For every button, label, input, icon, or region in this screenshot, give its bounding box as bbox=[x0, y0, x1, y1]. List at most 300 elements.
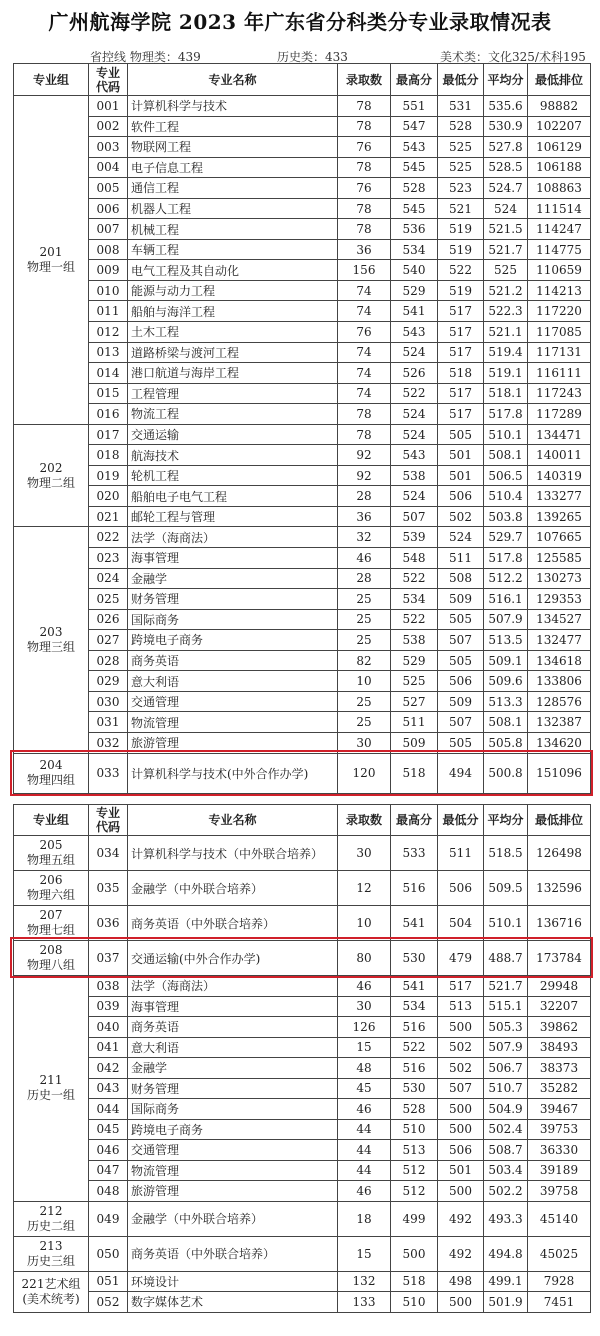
major-count: 30 bbox=[338, 996, 391, 1017]
header-row bbox=[14, 805, 591, 836]
major-count: 36 bbox=[338, 239, 391, 260]
table-row bbox=[14, 527, 591, 548]
table-row bbox=[14, 691, 591, 712]
major-name: 计算机科学与技术（中外联合培养） bbox=[128, 836, 338, 871]
table-row bbox=[14, 976, 591, 997]
major-max: 500 bbox=[391, 1236, 438, 1271]
major-name: 船舶与海洋工程 bbox=[128, 301, 338, 322]
group-cell bbox=[14, 941, 89, 976]
table-row bbox=[14, 363, 591, 384]
major-code: 050 bbox=[89, 1236, 128, 1271]
major-max: 533 bbox=[391, 836, 438, 871]
group-cell bbox=[14, 976, 89, 1202]
major-name: 港口航道与海岸工程 bbox=[128, 363, 338, 384]
major-max: 528 bbox=[391, 178, 438, 199]
major-rank: 39189 bbox=[528, 1160, 591, 1181]
major-code: 005 bbox=[89, 178, 128, 199]
major-rank: 140011 bbox=[528, 445, 591, 466]
table-row bbox=[14, 836, 591, 871]
major-name: 交通运输 bbox=[128, 424, 338, 445]
major-max: 538 bbox=[391, 465, 438, 486]
major-min: 519 bbox=[438, 219, 484, 240]
table-row bbox=[14, 1160, 591, 1181]
major-code: 037 bbox=[89, 941, 128, 976]
major-min: 509 bbox=[438, 589, 484, 610]
table-row bbox=[14, 996, 591, 1017]
major-avg: 518.1 bbox=[484, 383, 528, 404]
major-rank: 38373 bbox=[528, 1058, 591, 1079]
major-avg: 509.6 bbox=[484, 671, 528, 692]
major-count: 25 bbox=[338, 712, 391, 733]
major-name: 法学（海商法） bbox=[128, 527, 338, 548]
major-avg: 517.8 bbox=[484, 548, 528, 569]
table-row bbox=[14, 96, 591, 117]
major-avg: 521.2 bbox=[484, 280, 528, 301]
column-header: 平均分 bbox=[484, 64, 528, 96]
major-code: 010 bbox=[89, 280, 128, 301]
major-code: 001 bbox=[89, 96, 128, 117]
major-name: 跨境电子商务 bbox=[128, 1119, 338, 1140]
major-code: 015 bbox=[89, 383, 128, 404]
major-rank: 136716 bbox=[528, 906, 591, 941]
table-row bbox=[14, 753, 591, 793]
group-code: 203 bbox=[39, 624, 63, 639]
table-row bbox=[14, 1201, 591, 1236]
major-avg: 508.1 bbox=[484, 445, 528, 466]
major-rank: 45140 bbox=[528, 1201, 591, 1236]
major-name: 跨境电子商务 bbox=[128, 630, 338, 651]
major-code: 008 bbox=[89, 239, 128, 260]
major-name: 机械工程 bbox=[128, 219, 338, 240]
major-avg: 507.9 bbox=[484, 609, 528, 630]
major-rank: 7451 bbox=[528, 1292, 591, 1313]
major-avg: 521.5 bbox=[484, 219, 528, 240]
major-avg: 525 bbox=[484, 260, 528, 281]
major-count: 76 bbox=[338, 322, 391, 343]
major-rank: 126498 bbox=[528, 836, 591, 871]
major-rank: 106129 bbox=[528, 137, 591, 158]
major-min: 500 bbox=[438, 1119, 484, 1140]
major-min: 517 bbox=[438, 404, 484, 425]
major-min: 525 bbox=[438, 157, 484, 178]
major-count: 78 bbox=[338, 219, 391, 240]
major-rank: 45025 bbox=[528, 1236, 591, 1271]
major-code: 048 bbox=[89, 1181, 128, 1202]
major-avg: 501.9 bbox=[484, 1292, 528, 1313]
major-max: 543 bbox=[391, 137, 438, 158]
table-row bbox=[14, 906, 591, 941]
major-code: 026 bbox=[89, 609, 128, 630]
major-max: 507 bbox=[391, 506, 438, 527]
major-rank: 110659 bbox=[528, 260, 591, 281]
table-row bbox=[14, 137, 591, 158]
table-row bbox=[14, 178, 591, 199]
major-name: 车辆工程 bbox=[128, 239, 338, 260]
major-rank: 129353 bbox=[528, 589, 591, 610]
major-code: 016 bbox=[89, 404, 128, 425]
major-rank: 134527 bbox=[528, 609, 591, 630]
major-count: 28 bbox=[338, 568, 391, 589]
major-max: 518 bbox=[391, 1271, 438, 1292]
group-code: 221艺术组 bbox=[21, 1276, 81, 1291]
major-avg: 494.8 bbox=[484, 1236, 528, 1271]
major-count: 78 bbox=[338, 404, 391, 425]
major-max: 524 bbox=[391, 486, 438, 507]
group-cell bbox=[14, 424, 89, 527]
table-row bbox=[14, 1099, 591, 1120]
major-max: 526 bbox=[391, 363, 438, 384]
major-min: 509 bbox=[438, 691, 484, 712]
group-cell bbox=[14, 96, 89, 425]
major-max: 530 bbox=[391, 1078, 438, 1099]
table-row bbox=[14, 548, 591, 569]
major-code: 027 bbox=[89, 630, 128, 651]
major-name: 电子信息工程 bbox=[128, 157, 338, 178]
major-avg: 530.9 bbox=[484, 116, 528, 137]
major-rank: 39753 bbox=[528, 1119, 591, 1140]
major-code: 047 bbox=[89, 1160, 128, 1181]
major-max: 534 bbox=[391, 239, 438, 260]
major-count: 78 bbox=[338, 116, 391, 137]
major-code: 018 bbox=[89, 445, 128, 466]
major-rank: 133277 bbox=[528, 486, 591, 507]
major-count: 46 bbox=[338, 548, 391, 569]
major-rank: 140319 bbox=[528, 465, 591, 486]
column-header: 最低排位 bbox=[528, 64, 591, 96]
major-max: 499 bbox=[391, 1201, 438, 1236]
major-code: 030 bbox=[89, 691, 128, 712]
major-avg: 524.7 bbox=[484, 178, 528, 199]
group-code: 212 bbox=[39, 1203, 63, 1218]
major-rank: 151096 bbox=[528, 753, 591, 793]
table-row bbox=[14, 609, 591, 630]
major-count: 78 bbox=[338, 424, 391, 445]
major-avg: 508.7 bbox=[484, 1140, 528, 1161]
major-rank: 39467 bbox=[528, 1099, 591, 1120]
major-max: 524 bbox=[391, 342, 438, 363]
major-min: 518 bbox=[438, 363, 484, 384]
major-min: 505 bbox=[438, 424, 484, 445]
major-count: 46 bbox=[338, 1099, 391, 1120]
major-name: 国际商务 bbox=[128, 609, 338, 630]
major-name: 交通管理 bbox=[128, 1140, 338, 1161]
major-code: 012 bbox=[89, 322, 128, 343]
group-name: 历史二组 bbox=[26, 1218, 75, 1233]
major-count: 10 bbox=[338, 906, 391, 941]
major-rank: 130273 bbox=[528, 568, 591, 589]
major-rank: 125585 bbox=[528, 548, 591, 569]
major-rank: 35282 bbox=[528, 1078, 591, 1099]
major-count: 12 bbox=[338, 871, 391, 906]
major-count: 45 bbox=[338, 1078, 391, 1099]
admission-table-1 bbox=[13, 63, 591, 794]
group-code: 211 bbox=[39, 1073, 63, 1088]
major-count: 76 bbox=[338, 178, 391, 199]
group-code: 208 bbox=[39, 943, 63, 957]
major-max: 543 bbox=[391, 445, 438, 466]
major-code: 049 bbox=[89, 1201, 128, 1236]
major-name: 意大利语 bbox=[128, 671, 338, 692]
major-min: 500 bbox=[438, 1181, 484, 1202]
major-avg: 510.7 bbox=[484, 1078, 528, 1099]
art-control-line: 美术类：文化325/术科195 bbox=[440, 50, 586, 64]
major-min: 508 bbox=[438, 568, 484, 589]
major-code: 002 bbox=[89, 116, 128, 137]
major-min: 501 bbox=[438, 445, 484, 466]
major-count: 74 bbox=[338, 342, 391, 363]
page-title: 广州航海学院 2023 年广东省分科类分专业录取情况表 bbox=[48, 10, 552, 34]
major-avg: 503.8 bbox=[484, 506, 528, 527]
major-avg: 510.1 bbox=[484, 906, 528, 941]
major-rank: 7928 bbox=[528, 1271, 591, 1292]
major-max: 524 bbox=[391, 404, 438, 425]
major-min: 502 bbox=[438, 1058, 484, 1079]
table-row bbox=[14, 712, 591, 733]
header-row bbox=[14, 64, 591, 96]
table-row bbox=[14, 465, 591, 486]
table-row bbox=[14, 941, 591, 976]
group-code: 202 bbox=[39, 460, 63, 475]
major-rank: 108863 bbox=[528, 178, 591, 199]
table-row bbox=[14, 568, 591, 589]
major-code: 034 bbox=[89, 836, 128, 871]
major-name: 物流管理 bbox=[128, 1160, 338, 1181]
major-max: 513 bbox=[391, 1140, 438, 1161]
major-rank: 98882 bbox=[528, 96, 591, 117]
major-min: 525 bbox=[438, 137, 484, 158]
major-min: 505 bbox=[438, 609, 484, 630]
major-rank: 117220 bbox=[528, 301, 591, 322]
group-code: 204 bbox=[39, 758, 63, 772]
major-name: 商务英语 bbox=[128, 650, 338, 671]
major-code: 023 bbox=[89, 548, 128, 569]
major-code: 051 bbox=[89, 1271, 128, 1292]
major-name: 机器人工程 bbox=[128, 198, 338, 219]
major-avg: 510.1 bbox=[484, 424, 528, 445]
admission-table-2 bbox=[13, 804, 591, 1313]
major-name: 邮轮工程与管理 bbox=[128, 506, 338, 527]
major-min: 517 bbox=[438, 383, 484, 404]
group-code: 201 bbox=[39, 244, 63, 259]
major-max: 541 bbox=[391, 976, 438, 997]
group-name: 物理一组 bbox=[26, 259, 75, 274]
physics-control-line: 省控线 物理类：439 bbox=[90, 50, 201, 64]
group-cell bbox=[14, 836, 89, 871]
major-min: 479 bbox=[438, 941, 484, 976]
major-code: 031 bbox=[89, 712, 128, 733]
column-header: 最低排位 bbox=[528, 805, 591, 836]
major-min: 519 bbox=[438, 280, 484, 301]
major-code: 007 bbox=[89, 219, 128, 240]
table-row bbox=[14, 260, 591, 281]
table-row bbox=[14, 506, 591, 527]
major-count: 30 bbox=[338, 836, 391, 871]
major-max: 551 bbox=[391, 96, 438, 117]
table-row bbox=[14, 157, 591, 178]
table-row bbox=[14, 383, 591, 404]
major-count: 78 bbox=[338, 157, 391, 178]
group-name: 物理四组 bbox=[26, 773, 75, 787]
group-name: 物理五组 bbox=[26, 853, 75, 867]
major-count: 25 bbox=[338, 630, 391, 651]
major-min: 517 bbox=[438, 322, 484, 343]
major-code: 039 bbox=[89, 996, 128, 1017]
major-rank: 36330 bbox=[528, 1140, 591, 1161]
major-name: 计算机科学与技术(中外合作办学) bbox=[128, 753, 338, 793]
major-code: 052 bbox=[89, 1292, 128, 1313]
table-row bbox=[14, 1292, 591, 1313]
column-header: 最低分 bbox=[438, 64, 484, 96]
major-count: 82 bbox=[338, 650, 391, 671]
table-row bbox=[14, 1017, 591, 1038]
major-avg: 500.8 bbox=[484, 753, 528, 793]
major-rank: 134471 bbox=[528, 424, 591, 445]
major-code: 032 bbox=[89, 732, 128, 753]
major-name: 土木工程 bbox=[128, 322, 338, 343]
major-rank: 117289 bbox=[528, 404, 591, 425]
major-count: 15 bbox=[338, 1037, 391, 1058]
major-count: 25 bbox=[338, 691, 391, 712]
major-avg: 521.1 bbox=[484, 322, 528, 343]
major-name: 金融学 bbox=[128, 568, 338, 589]
major-avg: 508.1 bbox=[484, 712, 528, 733]
table-row bbox=[14, 1236, 591, 1271]
major-rank: 38493 bbox=[528, 1037, 591, 1058]
major-rank: 117243 bbox=[528, 383, 591, 404]
major-avg: 519.1 bbox=[484, 363, 528, 384]
group-name: 物理七组 bbox=[26, 923, 75, 937]
table-row bbox=[14, 486, 591, 507]
major-count: 36 bbox=[338, 506, 391, 527]
major-name: 财务管理 bbox=[128, 589, 338, 610]
major-avg: 506.5 bbox=[484, 465, 528, 486]
major-max: 512 bbox=[391, 1160, 438, 1181]
group-cell bbox=[14, 906, 89, 941]
major-count: 92 bbox=[338, 445, 391, 466]
table-row bbox=[14, 732, 591, 753]
column-header: 平均分 bbox=[484, 805, 528, 836]
major-name: 物联网工程 bbox=[128, 137, 338, 158]
major-code: 021 bbox=[89, 506, 128, 527]
major-count: 32 bbox=[338, 527, 391, 548]
major-count: 10 bbox=[338, 671, 391, 692]
major-rank: 132387 bbox=[528, 712, 591, 733]
group-code: 206 bbox=[39, 873, 63, 887]
group-code: 205 bbox=[39, 838, 63, 852]
major-count: 74 bbox=[338, 280, 391, 301]
major-count: 74 bbox=[338, 363, 391, 384]
table-row bbox=[14, 589, 591, 610]
column-header: 专业组 bbox=[14, 805, 89, 836]
major-max: 516 bbox=[391, 871, 438, 906]
table-row bbox=[14, 322, 591, 343]
major-code: 011 bbox=[89, 301, 128, 322]
table-row bbox=[14, 671, 591, 692]
major-code: 024 bbox=[89, 568, 128, 589]
major-rank: 134618 bbox=[528, 650, 591, 671]
major-name: 物流工程 bbox=[128, 404, 338, 425]
group-cell bbox=[14, 1271, 89, 1312]
major-avg: 528.5 bbox=[484, 157, 528, 178]
table-row bbox=[14, 445, 591, 466]
column-header: 专业名称 bbox=[128, 64, 338, 96]
major-rank: 133806 bbox=[528, 671, 591, 692]
major-max: 543 bbox=[391, 322, 438, 343]
group-name: 物理六组 bbox=[26, 888, 75, 902]
major-count: 25 bbox=[338, 589, 391, 610]
major-code: 041 bbox=[89, 1037, 128, 1058]
major-avg: 505.8 bbox=[484, 732, 528, 753]
major-avg: 502.2 bbox=[484, 1181, 528, 1202]
group-code: 213 bbox=[39, 1238, 63, 1253]
table-row bbox=[14, 424, 591, 445]
major-count: 76 bbox=[338, 137, 391, 158]
major-min: 531 bbox=[438, 96, 484, 117]
major-code: 009 bbox=[89, 260, 128, 281]
major-avg: 510.4 bbox=[484, 486, 528, 507]
major-min: 492 bbox=[438, 1201, 484, 1236]
group-cell bbox=[14, 753, 89, 793]
major-min: 500 bbox=[438, 1017, 484, 1038]
major-max: 541 bbox=[391, 301, 438, 322]
major-min: 507 bbox=[438, 712, 484, 733]
major-avg: 519.4 bbox=[484, 342, 528, 363]
major-name: 数字媒体艺术 bbox=[128, 1292, 338, 1313]
major-min: 513 bbox=[438, 996, 484, 1017]
major-avg: 527.8 bbox=[484, 137, 528, 158]
table-row bbox=[14, 301, 591, 322]
major-min: 501 bbox=[438, 1160, 484, 1181]
major-min: 498 bbox=[438, 1271, 484, 1292]
major-min: 492 bbox=[438, 1236, 484, 1271]
major-count: 92 bbox=[338, 465, 391, 486]
major-name: 交通运输(中外合作办学) bbox=[128, 941, 338, 976]
major-min: 519 bbox=[438, 239, 484, 260]
major-count: 18 bbox=[338, 1201, 391, 1236]
major-rank: 39758 bbox=[528, 1181, 591, 1202]
major-name: 意大利语 bbox=[128, 1037, 338, 1058]
major-code: 044 bbox=[89, 1099, 128, 1120]
major-avg: 502.4 bbox=[484, 1119, 528, 1140]
major-avg: 505.3 bbox=[484, 1017, 528, 1038]
major-name: 船舶电子电气工程 bbox=[128, 486, 338, 507]
table-row bbox=[14, 198, 591, 219]
major-rank: 111514 bbox=[528, 198, 591, 219]
major-min: 494 bbox=[438, 753, 484, 793]
major-avg: 503.4 bbox=[484, 1160, 528, 1181]
major-avg: 509.5 bbox=[484, 871, 528, 906]
major-max: 545 bbox=[391, 157, 438, 178]
major-avg: 506.7 bbox=[484, 1058, 528, 1079]
major-min: 501 bbox=[438, 465, 484, 486]
major-count: 15 bbox=[338, 1236, 391, 1271]
major-code: 003 bbox=[89, 137, 128, 158]
major-max: 545 bbox=[391, 198, 438, 219]
major-rank: 132477 bbox=[528, 630, 591, 651]
major-code: 046 bbox=[89, 1140, 128, 1161]
major-count: 80 bbox=[338, 941, 391, 976]
major-max: 522 bbox=[391, 568, 438, 589]
major-max: 540 bbox=[391, 260, 438, 281]
major-code: 035 bbox=[89, 871, 128, 906]
group-name: (美术统考) bbox=[22, 1291, 80, 1306]
table-row bbox=[14, 871, 591, 906]
major-code: 013 bbox=[89, 342, 128, 363]
major-name: 航海技术 bbox=[128, 445, 338, 466]
group-cell bbox=[14, 1201, 89, 1236]
major-name: 金融学（中外联合培养） bbox=[128, 871, 338, 906]
group-name: 物理三组 bbox=[26, 639, 75, 654]
